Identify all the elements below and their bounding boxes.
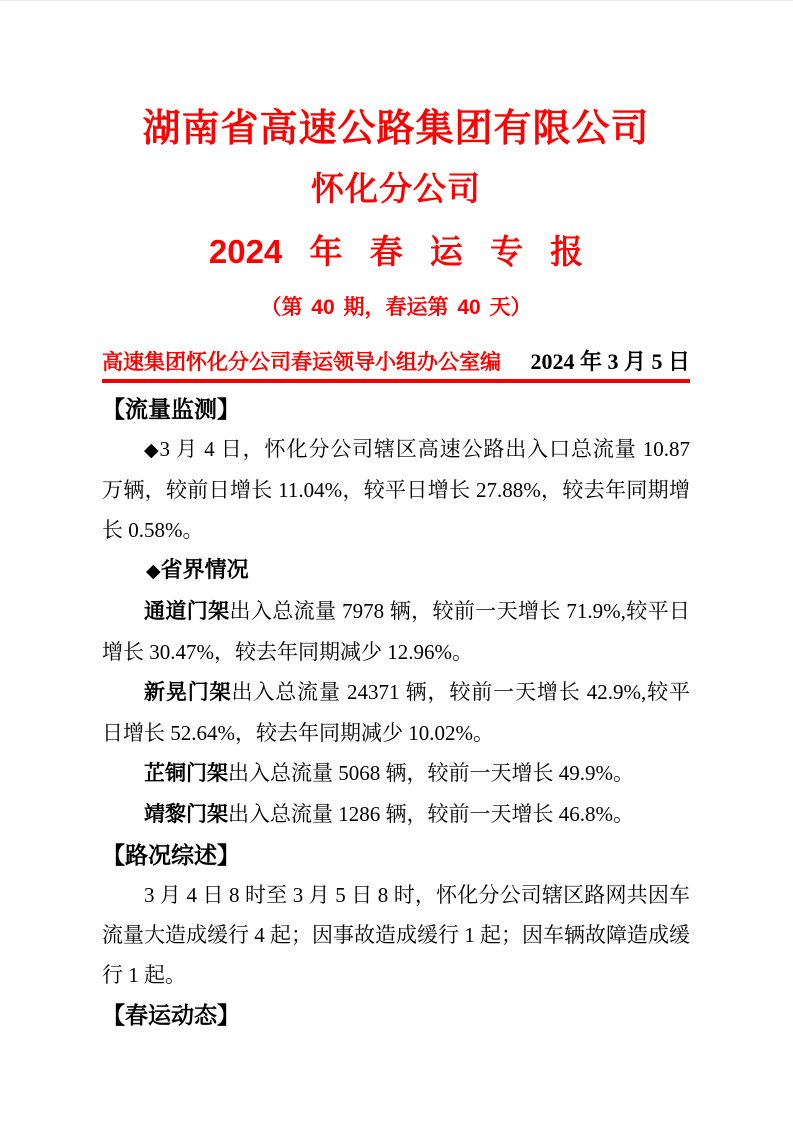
gate-name: 靖黎门架 (144, 803, 228, 826)
gate-paragraph-jingli (102, 794, 690, 835)
gate-detail: 出入总流量 24371 辆，较前一天增长 42.9%,较平日增长 52.64%，较去年同期减少 10.02%。 (102, 680, 690, 745)
gate-paragraph-tongdao (102, 591, 690, 672)
traffic-summary-paragraph (102, 429, 690, 550)
border-subheading-label: 省界情况 (160, 557, 249, 582)
org-name-line1: 湖南省高速公路集团有限公司 (142, 108, 650, 150)
masthead (102, 348, 690, 383)
gate-detail: 出入总流量 1286 辆，较前一天增长 46.8%。 (228, 802, 634, 826)
gate-detail: 出入总流量 5068 辆，较前一天增长 49.9%。 (228, 761, 634, 785)
gate-name: 新晃门架 (144, 681, 232, 704)
report-body (102, 389, 690, 1035)
issue-info: （第 40 期，春运第 40 天） (260, 296, 532, 319)
gate-detail: 出入总流量 7978 辆，较前一天增长 71.9%,较平日增长 30.47%，较去年同期减少 12.96%。 (102, 599, 691, 664)
editor-credit: 高速集团怀化分公司春运领导小组办公室编 (102, 351, 501, 374)
report-title: 2024 年 春 运 专 报 (208, 233, 584, 270)
road-summary-paragraph: 3 月 4 日 8 时至 3 月 5 日 8 时，怀化分公司辖区路网共因车流量大造成缓行 4 起；因事故造成缓行 1 起；因车辆故障造成缓行 1 起。 (102, 883, 690, 987)
section-heading-traffic-monitor: 【流量监测】 (102, 396, 240, 422)
border-subheading (102, 550, 690, 591)
report-header (102, 107, 690, 383)
issue-date: 2024 年 3 月 5 日 (530, 349, 690, 374)
traffic-summary-text: 3 月 4 日，怀化分公司辖区高速公路出入口总流量 10.87 万辆，较前日增长 11.04%，较平日增长 27.88%，较去年同期增长 0.58%。 (102, 437, 690, 542)
diamond-bullet-icon: ◆ (146, 560, 161, 582)
section-heading-spring-travel: 【春运动态】 (102, 1002, 240, 1028)
section-heading-road-conditions: 【路况综述】 (102, 842, 240, 868)
gate-name: 通道门架 (144, 600, 230, 623)
gate-name: 芷铜门架 (144, 762, 228, 785)
diamond-bullet-icon: ◆ (144, 439, 160, 461)
gate-paragraph-xinhuang (102, 672, 690, 753)
org-name-line2: 怀化分公司 (311, 170, 481, 207)
gate-paragraph-zhitong (102, 753, 690, 794)
